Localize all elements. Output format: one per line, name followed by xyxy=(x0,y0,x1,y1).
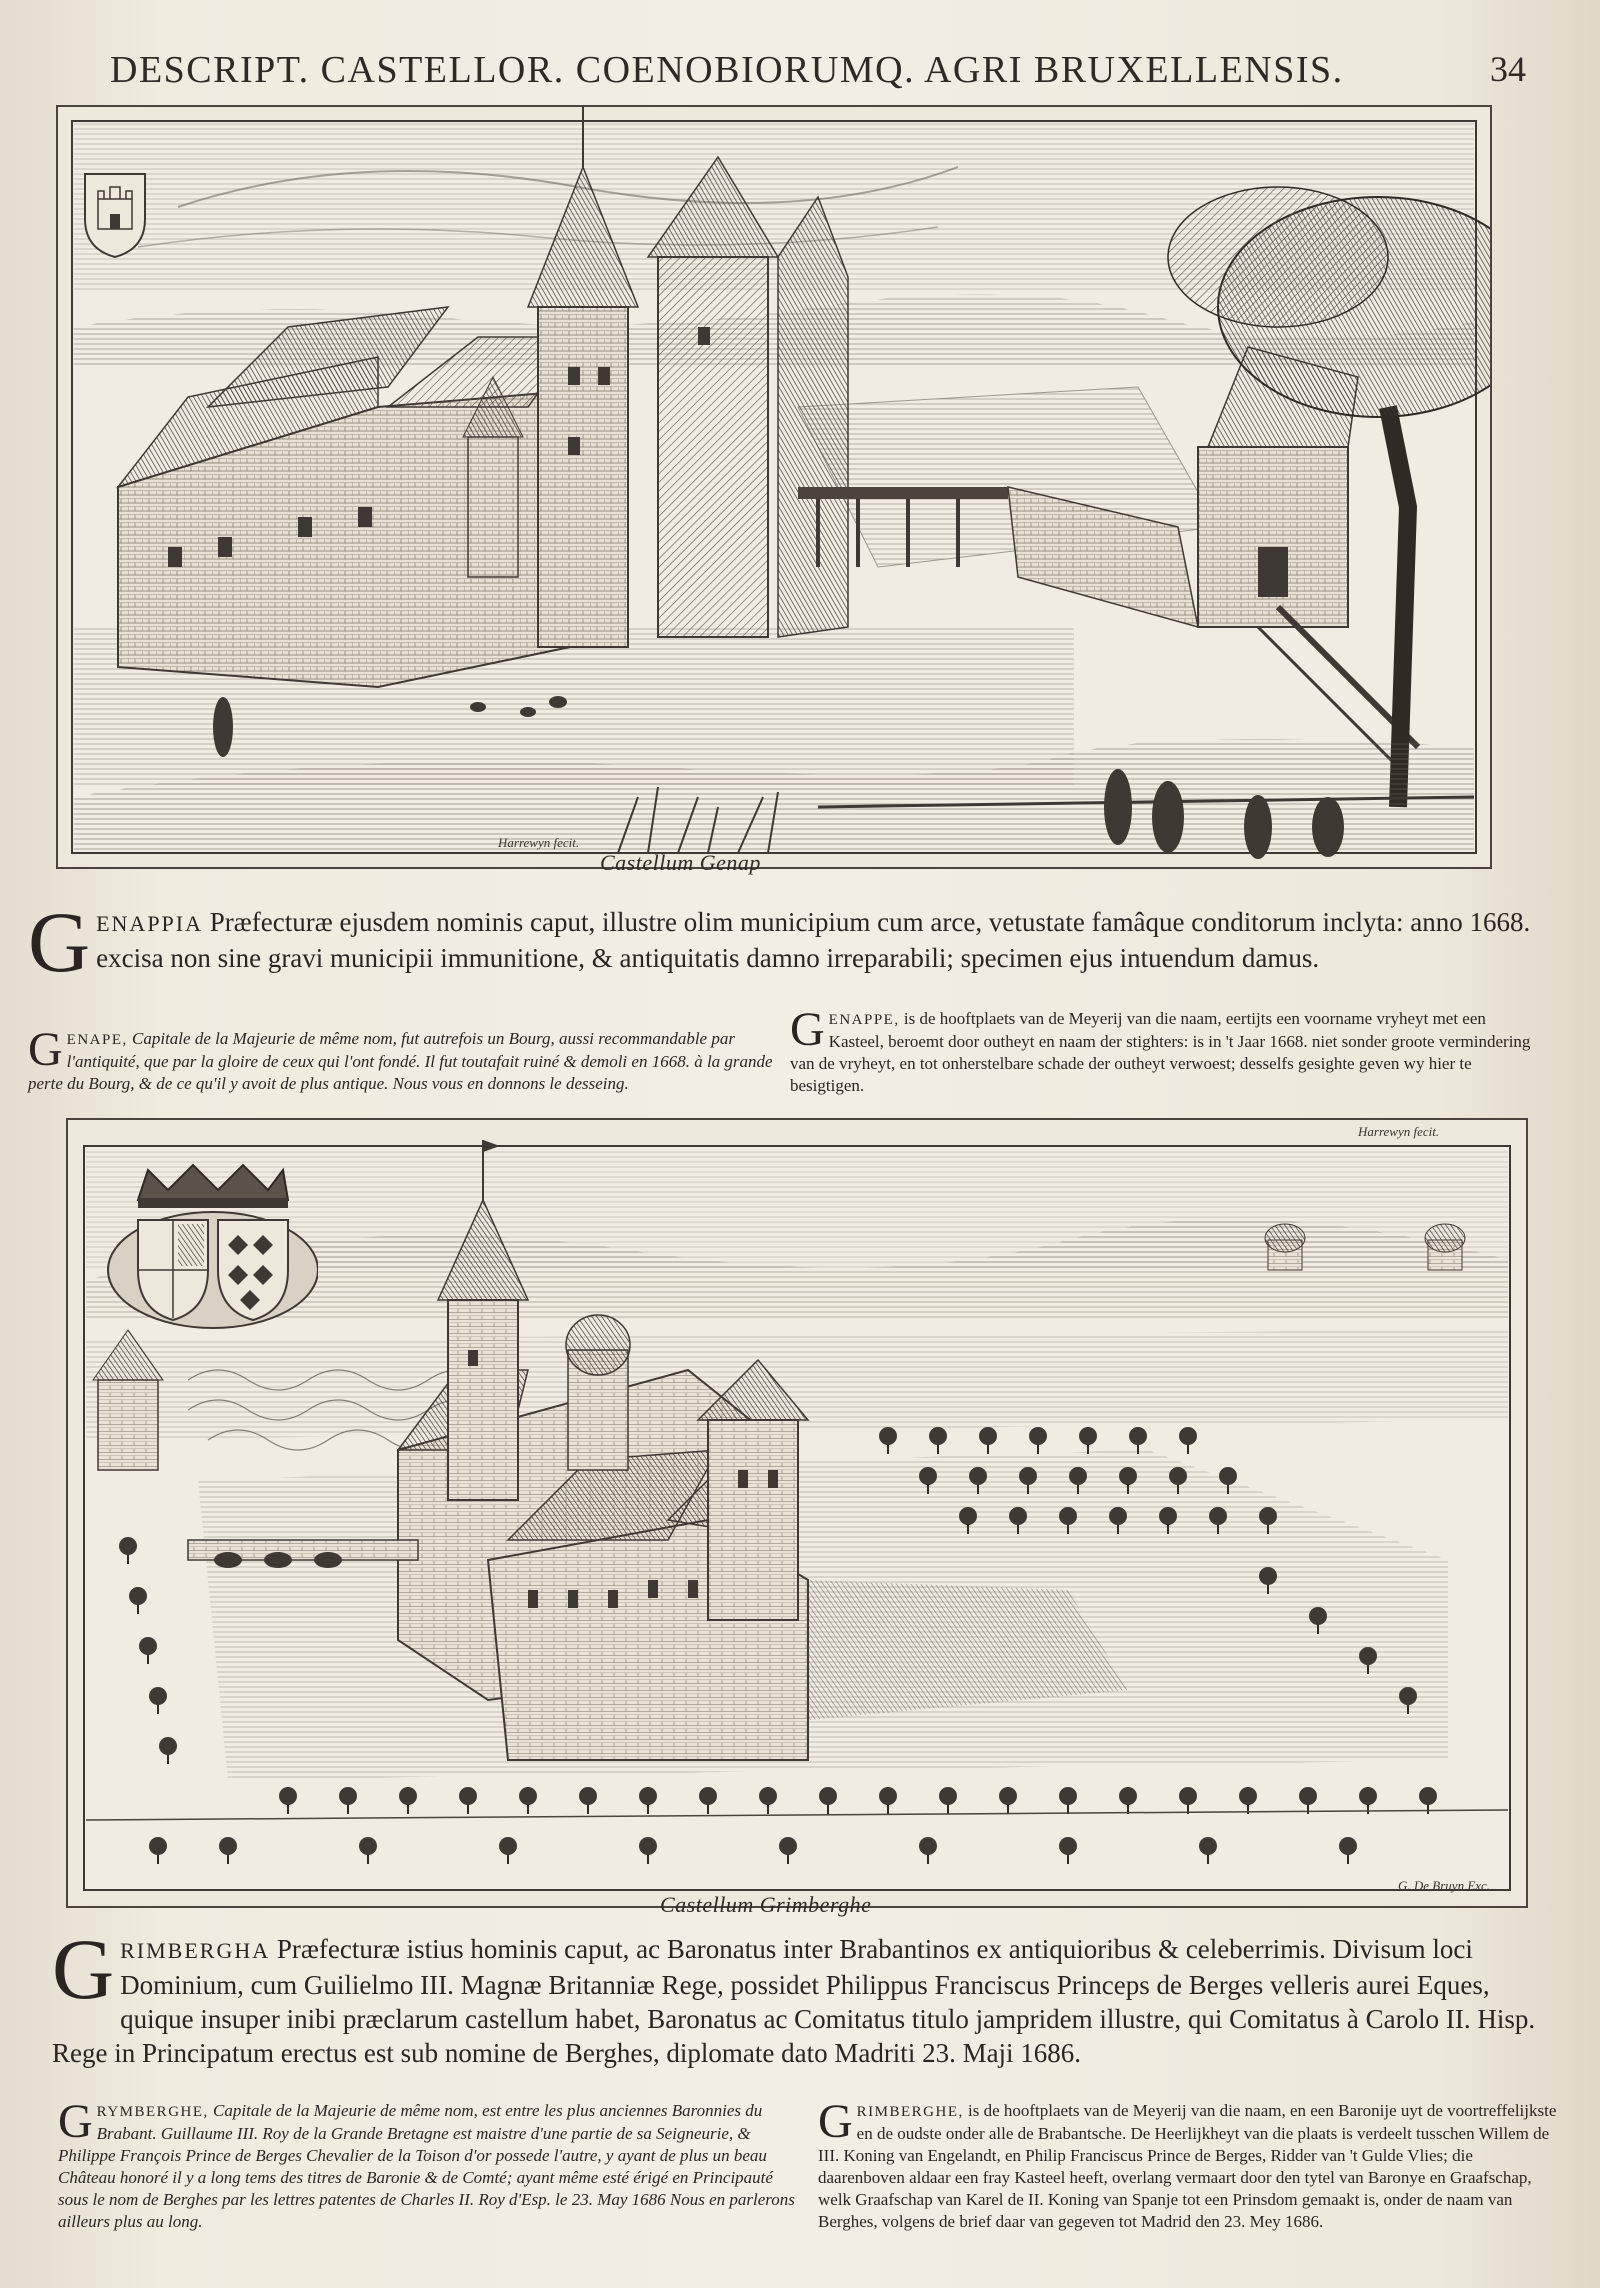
genappe-french-text: Capitale de la Majeurie de même nom, fut autrefois un Bourg, aussi recommandable par l'antiquité, que par la gloire de ceux qui l'ont fondé. Il fut toutafait ruiné & demoli en 1668. à la grande perte du Bourg, & de ce qu'il y avoit de plus antique. Nous vous en donnons le desseing. xyxy=(28,1029,773,1093)
genappe-french-dropcap: G xyxy=(28,1023,63,1076)
page-number: 34 xyxy=(1490,49,1526,89)
page-header-title: DESCRIPT. CASTELLOR. COENOBIORUMQ. AGRI BRUXELLENSIS. xyxy=(110,49,1344,91)
genappe-latin-lead: ENAPPIA xyxy=(96,911,204,936)
grimberghe-dutch-paragraph xyxy=(818,2095,1560,2233)
genappe-french-lead: ENAPE, xyxy=(66,1032,128,1048)
grimberghe-french-lead: RYMBERGHE, xyxy=(96,2104,209,2120)
grimberghe-french-paragraph xyxy=(58,2095,798,2233)
engraving-castellum-grimberghe xyxy=(66,1118,1528,1908)
grimberghe-dutch-dropcap: G xyxy=(818,2095,853,2148)
engraving-castellum-genap xyxy=(56,105,1492,869)
grimberghe-french-text: Capitale de la Majeurie de même nom, est entre les plus anciennes Baronnies du Brabant. Guillaume III. Roy de la Grande Bretagne est maistre d'une partie de sa Seigneurie, & Philippe François Prince de Berges Chevalier de la Toison d'or possede l'autre, y ayant de plus un beau Château honoré il y a long tems des titres de Baronie & de Comté; ayant même esté érigé en Principauté sous le nom de Berghes par les lettres patentes de Charles II. Roy d'Esp. le 23. May 1686 Nous en parlerons ailleurs plus au long. xyxy=(58,2101,795,2231)
plate1-caption: Castellum Genap xyxy=(600,850,761,875)
genap-coat-of-arms xyxy=(80,169,150,259)
grimberghe-latin-paragraph xyxy=(52,1921,1542,2070)
plate2-caption: Castellum Grimberghe xyxy=(660,1892,872,1917)
genappe-dutch-paragraph xyxy=(790,1003,1540,1097)
genappe-latin-text: Præfecturæ ejusdem nominis caput, illustre olim municipium cum arce, vetustate famâque conditorum inclyta: anno 1668. excisa non sine gravi municipii immunitione, & antiquitatis damno irreparabili; specimen ejus intuendum damus. xyxy=(96,907,1531,973)
plate1-artist-signature: Harrewyn fecit. xyxy=(498,835,580,850)
plate2-engraver-signature: G. De Bruyn Exc. xyxy=(1398,1878,1491,1893)
grimberghe-french-dropcap: G xyxy=(58,2095,93,2148)
grimberghe-dutch-lead: RIMBERGHE, xyxy=(856,2104,964,2120)
genappe-dutch-text: is de hooftplaets van de Meyerij van die naam, eertijts een voorname vryheyt met een Kasteel, beroemt door outheyt en naam der stighters: is in 't Jaar 1668. niet sonder groote vermindering van de vryheyt, en tot onherstelbare schade der outheyt verwoest; desselfs gesighte geven wy hier te besigtigen. xyxy=(790,1009,1531,1095)
genappe-dutch-lead: ENAPPE, xyxy=(828,1012,900,1028)
grimberghe-dutch-text: is de hooftplaets van de Meyerij van die naam, en een Baronije uyt de voortreffelijkste en de oudste onder alle de Brabantsche. De Heerlijkheyt van die plaats is verdeelt tusschen Willem de III. Koning van Engelandt, en Philip Franciscus Prince de Berges, Ridder van 't Gulde Vlies; die daarenboven aldaar een fray Kasteel heeft, overlang vermaart door den tytel van Baronye en Graafschap, welk Graafschap van Karel de II. Koning van Spanje tot een Prinsdom gemaakt is, onder de naam van Berghes, volgens de brief daar van gegeven tot Madrid den 23. Mey 1686. xyxy=(818,2101,1557,2231)
grimberghe-latin-text: Præfecturæ istius hominis caput, ac Baronatus inter Brabantinos ex antiquioribus & celeberrimis. Divisum loci Dominium, cum Guilielmo III. Magnæ Britanniæ Rege, possidet Philippus Franciscus Princeps de Berges velleris aurei Eques, quique insuper inibi præclarum castellum habet, Baronatus ac Comitatus titulo jampridem illustre, qui Comitatus à Carolo II. Hisp. Rege in Principatum erectus est sub nomine de Berghes, diplomate dato Madriti 23. Maji 1686. xyxy=(52,1934,1536,2068)
grimberghe-latin-lead: RIMBERGHA xyxy=(120,1938,271,1963)
grimberghe-coat-of-arms xyxy=(98,1160,318,1330)
genappe-latin-paragraph xyxy=(28,894,1538,990)
genappe-french-paragraph xyxy=(28,1023,773,1095)
genappe-latin-dropcap: G xyxy=(28,894,91,990)
genappe-dutch-dropcap: G xyxy=(790,1003,825,1056)
grimberghe-latin-dropcap: G xyxy=(52,1921,115,2017)
plate2-artist-signature: Harrewyn fecit. xyxy=(1358,1124,1440,1139)
genap-castle-engraving xyxy=(58,107,1490,867)
